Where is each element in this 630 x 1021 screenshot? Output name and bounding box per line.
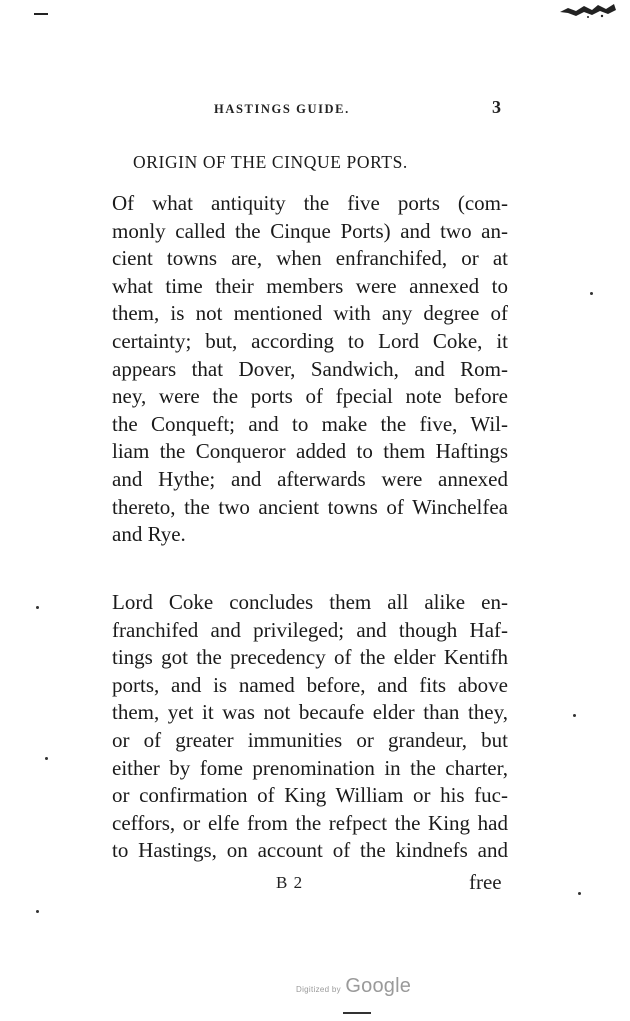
text-line: appears that Dover, Sandwich, and Rom- [112, 356, 508, 381]
margin-mark [34, 13, 48, 15]
ink-speck [36, 606, 39, 609]
text-line: certainty; but, according to Lord Coke, it [112, 328, 508, 353]
catchword: free [469, 870, 502, 894]
ink-speck [573, 714, 576, 717]
text-line: liam the Conqueror added to them Haftings [112, 439, 508, 464]
text-line: or confirmation of King William or his fuc- [112, 783, 508, 808]
paragraph-1 [112, 190, 508, 549]
running-head: HASTINGS GUIDE. [214, 102, 350, 116]
text-line: franchifed and privileged; and though Haf- [112, 617, 508, 642]
signature-mark: B 2 [276, 873, 304, 892]
ink-speck [578, 892, 581, 895]
paragraph-2 [112, 589, 508, 865]
text-line: ceffors, or elfe from the refpect the King had [112, 810, 508, 835]
text-line: Of what antiquity the five ports (com- [112, 191, 508, 215]
page-number: 3 [492, 97, 501, 117]
text-line: them, is not mentioned with any degree of [112, 301, 508, 326]
text-line: the Conqueft; and to make the five, Wil- [112, 411, 508, 436]
text-line: and Hythe; and afterwards were annexed [112, 466, 508, 491]
watermark-logo-text: Google [345, 975, 412, 997]
text-line: either by fome prenomination in the charter, [112, 755, 508, 780]
text-line: Lord Coke concludes them all alike en- [112, 590, 508, 614]
text-line: and Rye. [112, 522, 186, 547]
text-line: ports, and is named before, and fits above [112, 672, 508, 697]
text-line: to Hastings, on account of the kindnefs and [112, 838, 508, 863]
ink-speck [45, 757, 48, 760]
ink-speck [590, 292, 593, 295]
margin-mark [343, 1012, 371, 1014]
text-line: monly called the Cinque Ports) and two an- [112, 218, 508, 243]
text-line: or of greater immunities or grandeur, but [112, 727, 508, 752]
text-line: ney, were the ports of fpecial note before [112, 384, 508, 409]
text-line: what time their members were annexed to [112, 273, 508, 298]
text-line: them, yet it was not becaufe elder than they, [112, 700, 508, 725]
watermark-small-text: Digitized by [296, 985, 341, 994]
ink-smudge [558, 2, 618, 18]
section-heading: ORIGIN OF THE CINQUE PORTS. [133, 152, 408, 172]
text-line: tings got the precedency of the elder Kentifh [112, 645, 508, 670]
digitized-watermark [296, 975, 411, 998]
text-line: cient towns are, when enfranchifed, or at [112, 246, 508, 271]
text-line: thereto, the two ancient towns of Winchelfea [112, 494, 508, 519]
ink-speck [36, 910, 39, 913]
